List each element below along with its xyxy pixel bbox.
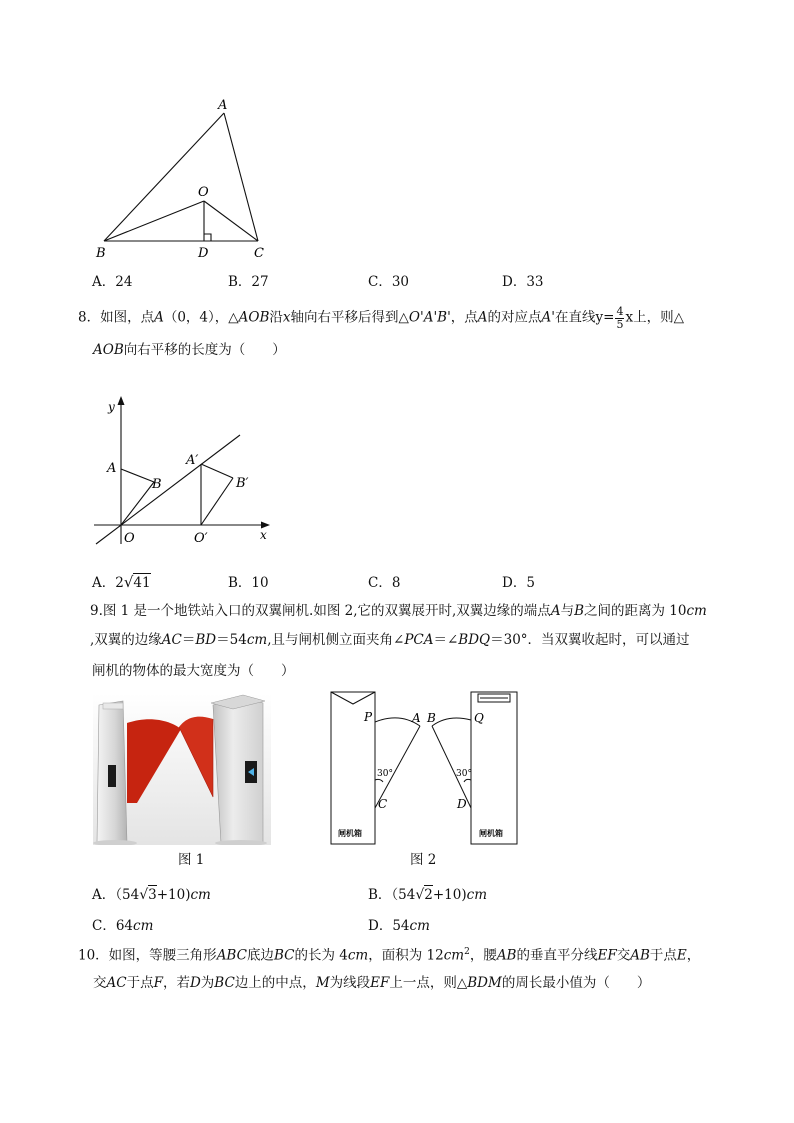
q7-label-O: O [198,185,209,200]
q9-figure2-caption: 图 2 [410,852,437,868]
q7-label-B: B [96,246,106,261]
q10-stem-line2: 交AC于点F，若D为BC边上的中点，M为线段EF上一点，则△BDM的周长最小值为（ ） [93,975,651,991]
q9-option-a: A．（54√3+10)cm [92,887,211,903]
fig2-label-B: B [427,711,436,725]
q7-option-b: B．27 [228,274,269,290]
q9-option-d: D．54cm [368,918,430,934]
fig2-label-A: A [412,711,421,725]
q7-label-C: C [254,246,264,261]
q9-figure1-caption: 图 1 [178,852,205,868]
q9-option-c: C．64cm [92,918,154,934]
fig2-angle-left: 30° [377,769,393,779]
turnstile-diagram [328,688,524,848]
q8-fraction: $\frac{4}{5}$ [616,305,624,331]
q8-label-O: O [124,531,135,546]
fig2-label-D: D [457,797,467,811]
q8-stem-line1: 8．如图，点A（0，4），△AOB沿x轴向右平移后得到△O'A'B'，点A的对应点A'在直线y= $\frac{4}{5}$ x上，则△ [78,305,684,331]
q7-option-a: A．24 [92,274,133,290]
q7-option-c: C．30 [368,274,410,290]
q8-label-y: y [108,400,115,414]
q7-label-D: D [198,246,209,261]
q8-label-B: B [152,477,162,492]
q8-option-a: A．2√41 [92,573,151,591]
q8-label-A-prime: A′ [186,453,199,468]
q8-option-c: C．8 [368,575,401,591]
q8-option-d: D．5 [502,575,535,591]
fig2-box2-label: 闸机箱 [479,828,503,838]
y-axis-arrow-icon [118,396,125,405]
q8-label-B-prime: B′ [236,476,249,491]
q8-label-O-prime: O′ [194,531,208,546]
q8-stem-line2: AOB向右平移的长度为（ ） [93,342,286,358]
q10-stem-line1: 10．如图，等腰三角形ABC底边BC的长为 4cm，面积为 $12cm^2$，腰AB的垂直平分线EF交AB于点E， [78,947,701,964]
q8-option-b: B．10 [228,575,269,591]
fig2-angle-right: 30° [456,769,472,779]
q7-triangle-figure [90,95,280,265]
q8-label-x: x [260,528,267,542]
q9-stem-line1: 9.图 1 是一个地铁站入口的双翼闸机.如图 2,它的双翼展开时,双翼边缘的端点A与B之间的距离为 10cm [90,603,707,619]
q8-coordinate-figure [88,392,284,552]
fig2-label-P: P [364,710,373,724]
fig2-label-C: C [378,797,388,811]
q9-stem-line2: ,双翼的边缘AC＝BD＝54cm,且与闸机侧立面夹角∠PCA＝∠BDQ＝30°．当双翼收起时，可以通过 [90,632,690,648]
q7-option-d: D．33 [502,274,544,290]
q8-label-A: A [107,461,117,476]
turnstile-photo [93,693,271,845]
q9-stem-line3: 闸机的物体的最大宽度为（ ） [92,663,295,679]
q7-label-A: A [218,98,228,113]
fig2-box1-label: 闸机箱 [338,828,362,838]
fig2-label-Q: Q [474,711,484,725]
q9-option-b: B．（54√2+10)cm [368,887,488,903]
